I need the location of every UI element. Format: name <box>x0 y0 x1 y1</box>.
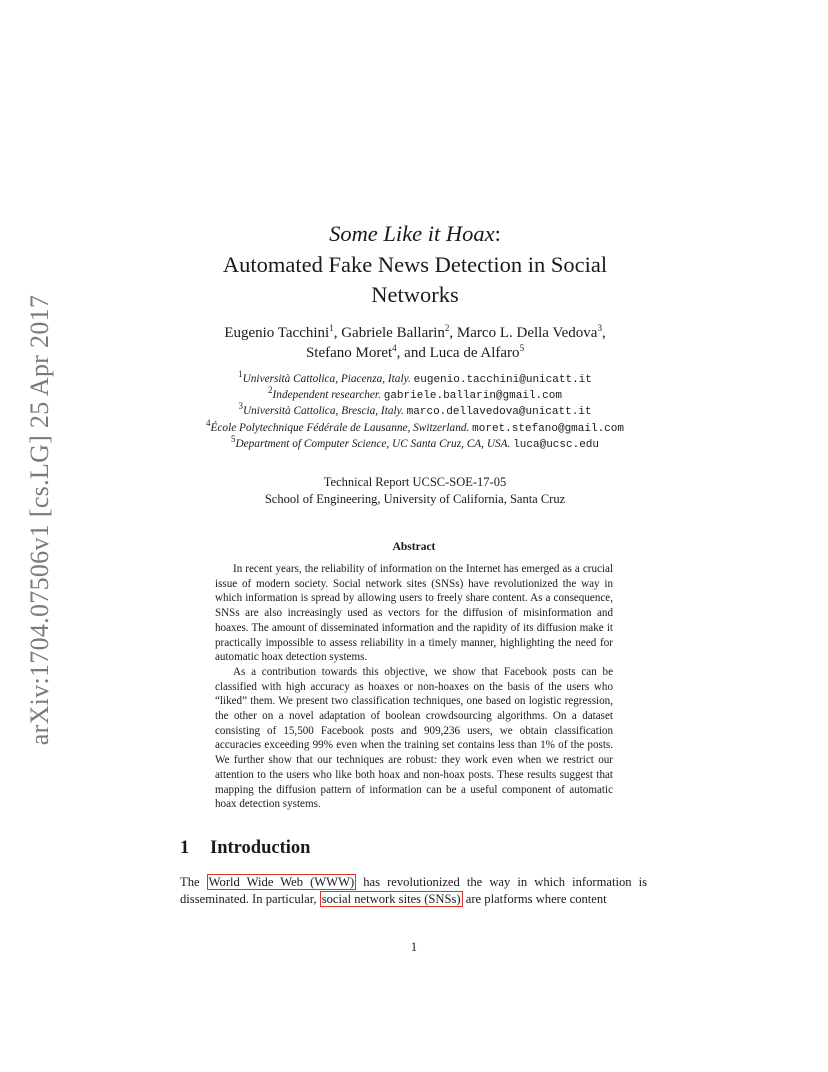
author-name: Stefano Moret <box>305 345 393 361</box>
author-name: Marco L. Della Vedova <box>456 325 598 341</box>
author-separator: , <box>333 325 342 341</box>
report-number: Technical Report UCSC-SOE-17-05 <box>323 475 507 489</box>
affiliation-line <box>130 434 700 453</box>
arxiv-identifier-stamp: arXiv:1704.07506v1 [cs.LG] 25 Apr 2017 <box>25 294 54 746</box>
author-name: Gabriele Ballarin <box>341 325 445 341</box>
author-list <box>150 323 680 363</box>
affiliation-email: luca@ucsc.edu <box>513 438 600 451</box>
title-line-1 <box>150 218 680 250</box>
affiliation-email: eugenio.tacchini@unicatt.it <box>413 374 592 386</box>
affiliation-mark: 5 <box>230 434 236 445</box>
affiliation-name: Università Cattolica, Brescia, Italy. <box>242 405 404 418</box>
affiliation-mark: 2 <box>268 385 273 396</box>
affiliation-mark: 3 <box>238 401 243 412</box>
abstract-paragraph-2: As a contribution towards this objective, we show that Facebook posts can be classified with high accuracy as hoaxes or non-hoaxes on the basis of the users who “liked” them. We present two classification techniques, one based on logistic regression, the other on a novel adaptation of boolean crowdsourcing algorithms. On a dataset consisting of 15,500 Facebook posts and 909,236 users, we obtain classification accuracies exceeding 99% even when the training set contains less than 1% of the posts. We further show that our techniques are robust: they work even when we restrict our attention to the users who like both hoax and non-hoax posts. These results suggest that mapping the diffusion pattern of information can be a useful component of automatic hoax detection systems. <box>215 665 613 811</box>
affiliation-name: Independent researcher. <box>272 389 381 402</box>
author-separator: , <box>449 325 457 341</box>
report-institution: School of Engineering, University of California, Santa Cruz <box>264 492 566 506</box>
affiliation-line <box>130 385 700 404</box>
paper-title <box>150 218 680 310</box>
technical-report-info <box>150 474 680 508</box>
author-separator: , and <box>396 345 430 361</box>
affiliation-name: Department of Computer Science, UC Santa Cruz, CA, USA. <box>235 437 511 450</box>
affiliation-mark: 1 <box>238 369 243 380</box>
abstract-paragraph-1: In recent years, the reliability of information on the Internet has emerged as a crucial issue of modern society. Social network sites (SNSs) have revolutionized the way in which information is spread by allowing users to freely share content. As a consequence, SNSs are also increasingly used as vectors for the diffusion of misinformation and hoaxes. The amount of disseminated information and the rapidity of its diffusion make it practically impossible to assess reliability in a timely manner, highlighting the need for automatic hoax detection systems. <box>215 563 613 664</box>
author-separator: , <box>601 325 606 341</box>
affiliation-email: marco.dellavedova@unicatt.it <box>406 406 592 419</box>
author-affil-mark: 3 <box>597 323 602 333</box>
affiliation-name: Università Cattolica, Piacenza, Italy. <box>242 373 411 385</box>
intro-paragraph <box>180 874 647 907</box>
intro-text: are platforms where content <box>462 891 607 906</box>
affiliation-line <box>130 417 700 437</box>
author-line-2 <box>150 343 680 363</box>
introduction-body <box>180 874 647 907</box>
author-name: Luca de Alfaro <box>429 345 520 361</box>
affiliation-list <box>130 369 700 453</box>
intro-text: The <box>180 875 207 889</box>
title-italic-part: Some Like it Hoax <box>329 221 495 246</box>
affiliation-name: École Polytechnique Fédérale de Lausanne, Switzerland. <box>210 421 470 434</box>
section-number: 1 <box>180 838 190 858</box>
abstract-heading: Abstract <box>392 541 436 553</box>
section-title: Introduction <box>210 838 311 858</box>
page-number: 1 <box>410 940 418 954</box>
author-affil-mark: 2 <box>444 323 450 333</box>
affiliation-line <box>130 401 700 420</box>
affiliation-email: moret.stefano@gmail.com <box>472 422 624 435</box>
sns-glossary-link[interactable]: social network sites (SNSs) <box>321 891 461 906</box>
title-colon: : <box>494 221 501 246</box>
affiliation-mark: 4 <box>206 417 211 428</box>
affiliation-line <box>130 369 700 388</box>
intro-text: has revolutionized the way in which information is disseminated. In particular, <box>180 875 648 906</box>
section-heading-introduction <box>180 838 310 859</box>
author-name: Eugenio Tacchini <box>224 325 330 341</box>
title-line-3: Networks <box>371 282 459 307</box>
author-affil-mark: 4 <box>392 343 397 353</box>
title-line-2: Automated Fake News Detection in Social <box>222 252 608 277</box>
affiliation-email: gabriele.ballarin@gmail.com <box>383 390 562 403</box>
author-affil-mark: 1 <box>329 323 334 333</box>
author-affil-mark: 5 <box>519 343 525 353</box>
abstract-body <box>215 562 613 812</box>
author-line-1 <box>150 323 680 343</box>
www-glossary-link[interactable]: World Wide Web (WWW) <box>208 875 355 889</box>
